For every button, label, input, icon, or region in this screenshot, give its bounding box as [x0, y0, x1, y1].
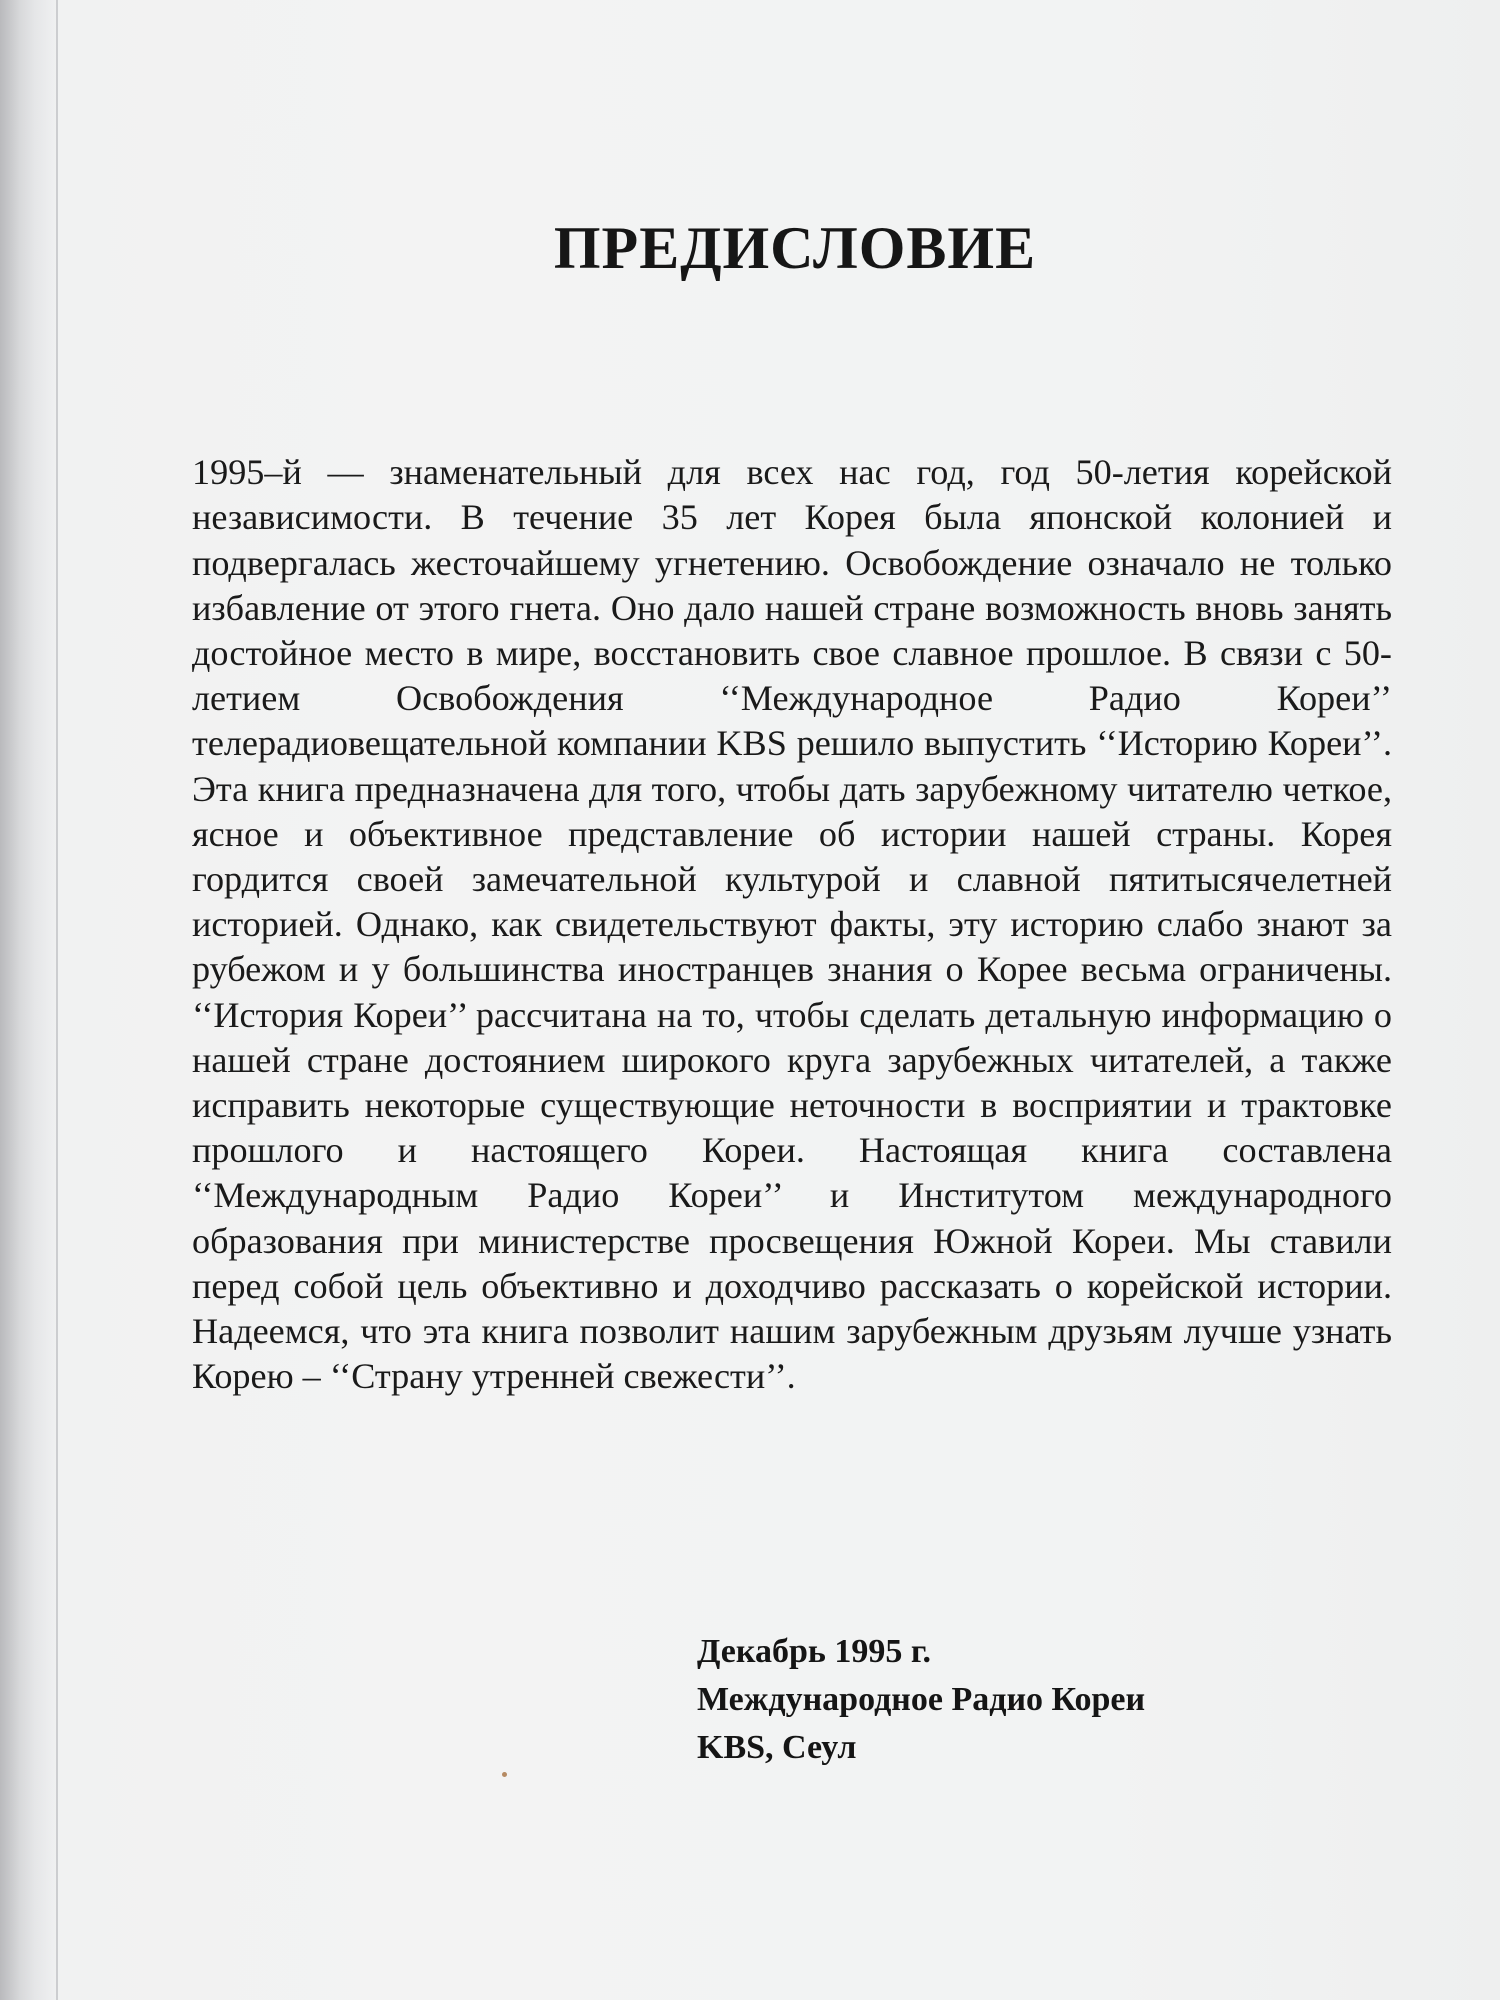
- book-spine-edge: [56, 0, 58, 2000]
- signature-date: Декабрь 1995 г.: [697, 1633, 931, 1670]
- paper-speck: [502, 1772, 507, 1777]
- preface-body-text: 1995–й — знаменательный для всех нас год, год 50-летия корейской независимости. В течение 35 лет Корея была японской колонией и подвергалась жесточайшему угнетению. Освобождение означало не только избавление от этого гнета. Оно дало нашей стране возможность вновь занять достойное место в мире, восстановить свое славное прошлое. В связи с 50-летием Освобождения ‘‘Международное Радио Кореи’’ телерадиовещательной компании KBS решило выпустить ‘‘Историю Кореи’’. Эта книга предназначена для того, чтобы дать зарубежному читателю четкое, ясное и объективное представление об истории нашей страны. Корея гордится своей замечательной культурой и славной пятитысячелетней историей. Однако, как свидетельствуют факты, эту историю слабо знают за рубежом и у большинства иностранцев знания о Корее весьма ограничены. ‘‘История Кореи’’ рассчитана на то, чтобы сделать детальную информацию о нашей стране достоянием широкого круга зарубежных читателей, а также исправить некоторые существующие неточности в восприятии и трактовке прошлого и настоящего Кореи. Настоящая книга составлена ‘‘Международным Радио Кореи’’ и Институтом международного образования при министерстве просвещения Южной Кореи. Мы ставили перед собой цель объективно и доходчиво рассказать о корейской истории. Надеемся, что эта книга позволит нашим зарубежным друзьям лучше узнать Корею – ‘‘Страну утренней свежести’’.: [192, 452, 1392, 1397]
- signature-organization: Международное Радио Кореи: [697, 1681, 1146, 1718]
- page-title: ПРЕДИСЛОВИЕ: [553, 215, 1037, 282]
- book-spine-shadow: [0, 0, 58, 2000]
- signature-location: KBS, Сеул: [697, 1729, 857, 1766]
- signature-block: [697, 1628, 1145, 1772]
